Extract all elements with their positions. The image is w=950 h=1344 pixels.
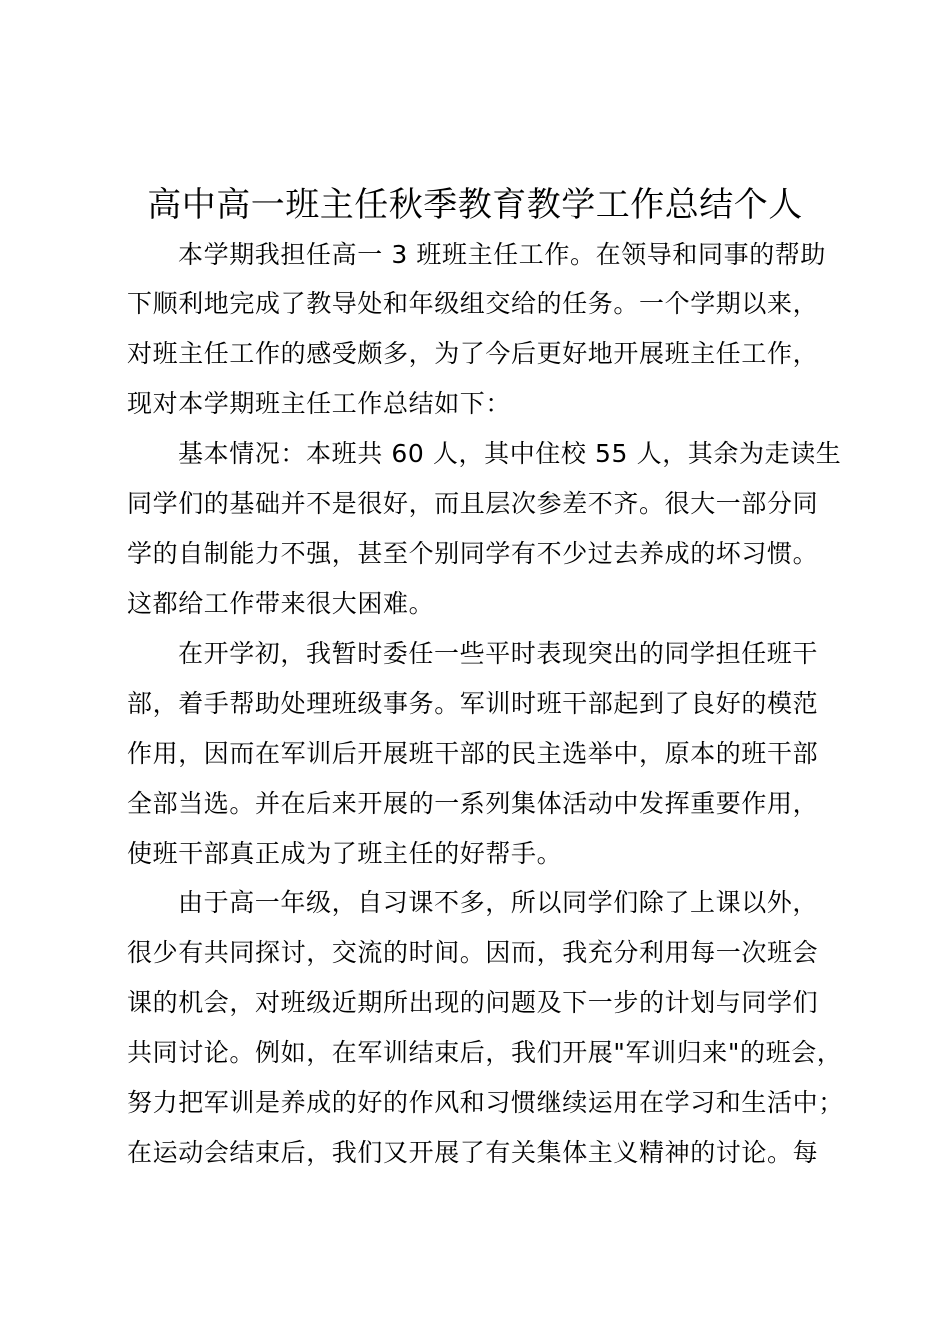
paragraph-line: 同学们的基础并不是很好，而且层次参差不齐。很大一部分同 xyxy=(127,489,819,518)
paragraph-line: 在运动会结束后，我们又开展了有关集体主义精神的讨论。每 xyxy=(127,1138,819,1167)
paragraph-line: 对班主任工作的感受颇多，为了今后更好地开展班主任工作， xyxy=(127,339,819,368)
paragraph-line: 部，着手帮助处理班级事务。军训时班干部起到了良好的模范 xyxy=(127,689,819,718)
paragraph-line: 基本情况：本班共 60 人，其中住校 55 人，其余为走读生 xyxy=(178,439,842,468)
paragraph-line: 作用，因而在军训后开展班干部的民主选举中，原本的班干部 xyxy=(127,739,819,768)
paragraph-line: 课的机会，对班级近期所出现的问题及下一步的计划与同学们 xyxy=(127,988,819,1017)
paragraph-line: 使班干部真正成为了班主任的好帮手。 xyxy=(127,839,563,868)
paragraph-line: 努力把军训是养成的好的作风和习惯继续运用在学习和生活中； xyxy=(127,1088,844,1117)
paragraph-line: 共同讨论。例如，在军训结束后，我们开展"军训归来"的班会， xyxy=(127,1038,843,1067)
paragraph-line: 在开学初，我暂时委任一些平时表现突出的同学担任班干 xyxy=(178,639,819,668)
document-title: 高中高一班主任秋季教育教学工作总结个人 xyxy=(147,185,803,225)
paragraph-line: 本学期我担任高一 3 班班主任工作。在领导和同事的帮助 xyxy=(178,240,827,269)
paragraph-line: 这都给工作带来很大困难。 xyxy=(127,589,435,618)
paragraph-line: 全部当选。并在后来开展的一系列集体活动中发挥重要作用， xyxy=(127,789,819,818)
paragraph-line: 很少有共同探讨，交流的时间。因而，我充分利用每一次班会 xyxy=(127,938,819,967)
paragraph-line: 由于高一年级，自习课不多，所以同学们除了上课以外， xyxy=(178,888,819,917)
paragraph-line: 现对本学期班主任工作总结如下： xyxy=(127,389,512,418)
paragraph-line: 学的自制能力不强，甚至个别同学有不少过去养成的坏习惯。 xyxy=(127,539,819,568)
paragraph-line: 下顺利地完成了教导处和年级组交给的任务。一个学期以来， xyxy=(127,289,819,318)
